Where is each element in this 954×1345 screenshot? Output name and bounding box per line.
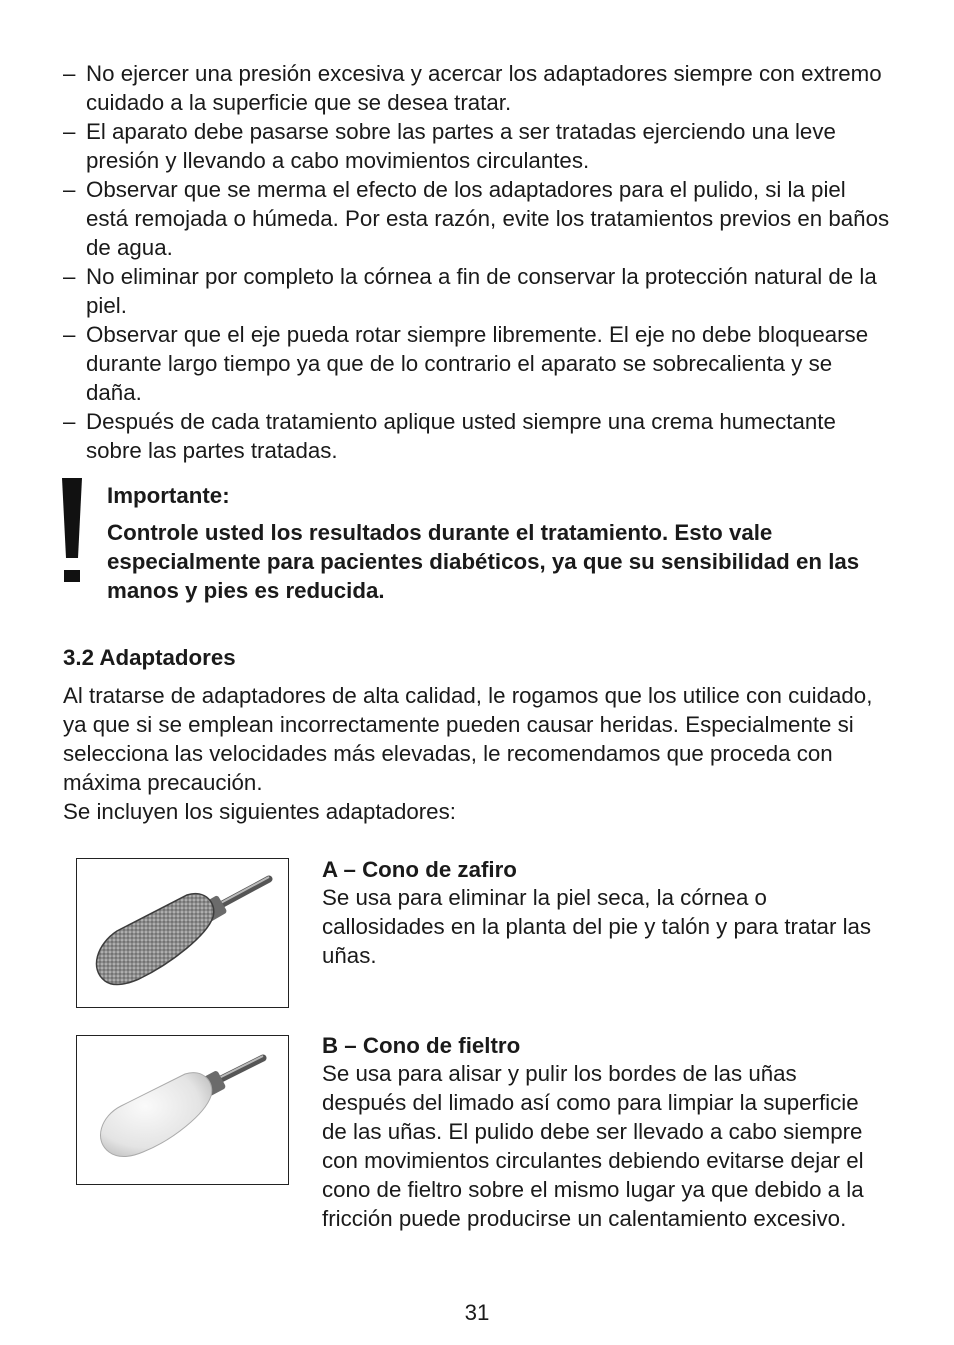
list-item-text: Observar que se merma el efecto de los adaptadores para el pulido, si la piel está remojada o húmeda. Por esta razón, evite los tratamientos previos en baños de agua. xyxy=(86,177,890,260)
list-item-text: Observar que el eje pueda rotar siempre libremente. El eje no debe bloquearse durante largo tiempo ya que de lo contrario el aparato se sobrecalienta y se daña. xyxy=(86,322,869,405)
adapter-a-name: A – Cono de zafiro xyxy=(322,857,517,882)
list-item-text: No ejercer una presión excesiva y acercar los adaptadores siempre con extremo cuidado a la superficie que se desea tratar. xyxy=(86,61,882,115)
list-item-text: Después de cada tratamiento aplique usted siempre una crema humectante sobre las partes tratadas. xyxy=(86,409,836,463)
important-heading: Importante: xyxy=(107,483,230,508)
adapter-b-description: Se usa para alisar y pulir los bordes de las uñas después del limado así como para limpiar la superficie de las uñas. El pulido debe ser llevado a cabo siempre con movimientos circulantes debiendo evitarse dejar el cono de fieltro sobre el mismo lugar ya que debido a la fricción puede producirse un calentamiento excesivo. xyxy=(322,1061,864,1231)
adapter-a-description: Se usa para eliminar la piel seca, la córnea o callosidades en la planta del pie y talón y para tratar las uñas. xyxy=(322,885,872,968)
list-item-text: No eliminar por completo la córnea a fin de conservar la protección natural de la piel. xyxy=(86,264,877,318)
dash-bullet: – xyxy=(63,264,76,289)
list-item xyxy=(63,59,893,117)
adapter-b-name: B – Cono de fieltro xyxy=(322,1033,521,1058)
list-item xyxy=(63,117,893,175)
included-text: Se incluyen los siguientes adaptadores: xyxy=(63,799,456,824)
list-item-text: El aparato debe pasarse sobre las partes a ser tratadas ejerciendo una leve presión y llevando a cabo movimientos circulantes. xyxy=(86,119,836,173)
felt-cone-image xyxy=(76,1035,289,1185)
list-item xyxy=(63,175,893,262)
list-item xyxy=(63,407,893,465)
dash-bullet: – xyxy=(63,119,76,144)
dash-bullet: – xyxy=(63,177,76,202)
list-item xyxy=(63,320,893,407)
intro-text: Al tratarse de adaptadores de alta calidad, le rogamos que los utilice con cuidado, ya que si se emplean incorrectamente pueden causar heridas. Especialmente si selecciona las velocidades más elevadas, le recomendamos que proceda con máxima precaución. xyxy=(63,683,873,795)
page-number: 31 xyxy=(464,1300,490,1325)
section-title: 3.2 Adaptadores xyxy=(63,645,236,670)
list-item xyxy=(63,262,893,320)
important-text: Controle usted los resultados durante el tratamiento. Esto vale especialmente para pacientes diabéticos, ya que su sensibilidad en las manos y pies es reducida. xyxy=(107,520,860,603)
instruction-list xyxy=(63,59,893,465)
dash-bullet: – xyxy=(63,322,76,347)
section-intro xyxy=(63,681,893,826)
sapphire-cone-image xyxy=(76,858,289,1008)
exclamation-icon xyxy=(58,478,88,582)
dash-bullet: – xyxy=(63,61,76,86)
dash-bullet: – xyxy=(63,409,76,434)
